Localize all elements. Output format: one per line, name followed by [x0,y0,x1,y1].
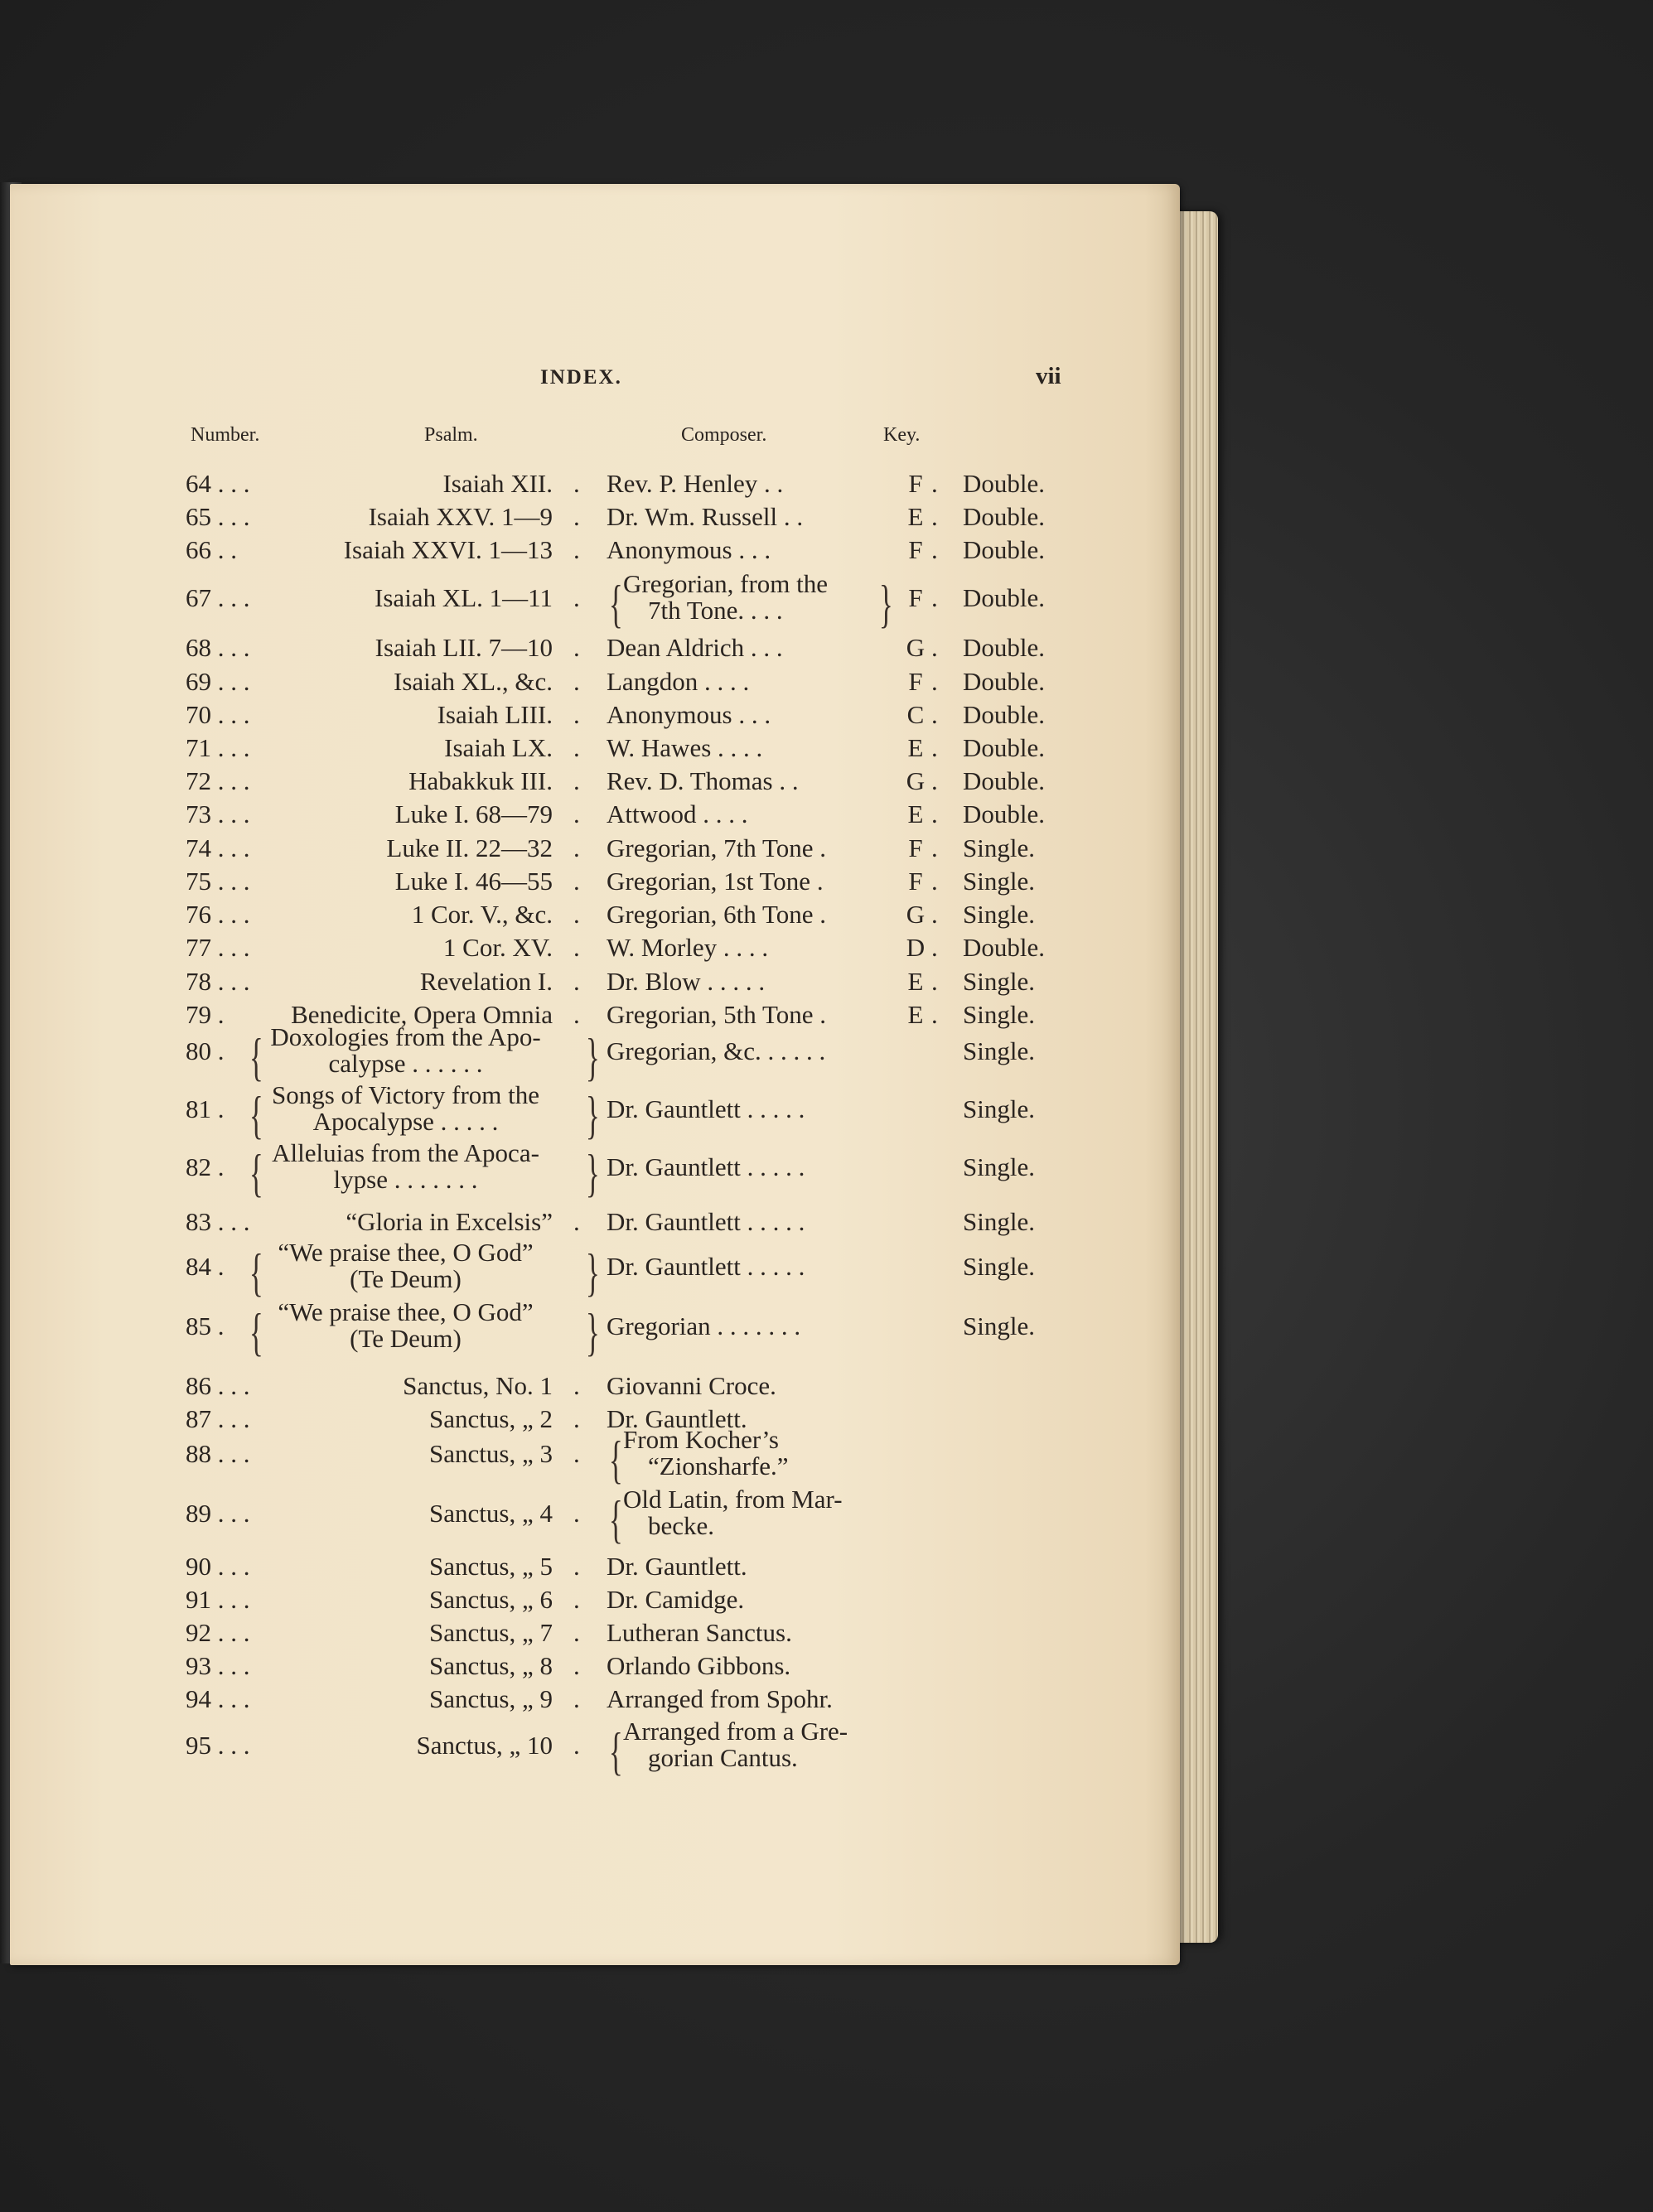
psalm-ref: Isaiah XL. 1—11 [375,583,553,612]
entry-number: 80 . [186,1036,225,1065]
composer: Dr. Wm. Russell . . [607,502,804,531]
chant-type: Double. [963,700,1046,729]
chant-type: Single. [963,967,1035,996]
entry-number: 79 . [186,1000,225,1029]
psalm-ref: “Gloria in Excelsis” [346,1207,553,1236]
composer: Gregorian, 5th Tone . [607,1000,826,1029]
psalm-ref: Sanctus, „ 3 [429,1439,553,1468]
left-brace: { [249,1085,263,1144]
separator-dot: . [931,833,938,862]
separator-dot: . [931,583,938,612]
composer: Dr. Gauntlett. [607,1404,747,1433]
entry-number: 77 . . . [186,933,250,962]
separator-dot: . [931,502,938,531]
psalm-ref: Luke I. 68—79 [394,799,553,828]
right-brace: } [585,1027,600,1086]
psalm-ref: 1 Cor. V., &c. [411,900,553,929]
composer: Anonymous . . . [607,535,771,564]
right-brace: } [585,1143,600,1202]
entry-number: 72 . . . [186,766,250,795]
psalm-ref: Habakkuk III. [408,766,553,795]
psalm-ref: Sanctus, „ 8 [429,1651,553,1680]
separator-dot: . [573,1499,580,1528]
page-number: vii [1036,363,1061,389]
separator-dot: . [573,535,580,564]
psalm-line-2: lypse . . . . . . . [333,1165,478,1194]
psalm-ref: Sanctus, „ 10 [416,1731,553,1760]
left-brace: { [249,1143,263,1202]
separator-dot: . [573,1585,580,1614]
right-brace: } [878,574,893,633]
key-letter: E [907,502,924,531]
separator-dot: . [931,799,938,828]
chant-type: Double. [963,733,1046,762]
key-letter: D [906,933,926,962]
entry-number: 82 . [186,1152,225,1181]
psalm-ref: Benedicite, Opera Omnia [291,1000,553,1029]
composer: W. Hawes . . . . [607,733,763,762]
key-letter: F [908,867,923,896]
entry-number: 94 . . . [186,1684,250,1713]
entry-number: 71 . . . [186,733,250,762]
psalm-ref: Sanctus, „ 6 [429,1585,553,1614]
chant-type: Double. [963,502,1046,531]
chant-type: Single. [963,1252,1035,1281]
entry-number: 95 . . . [186,1731,250,1760]
composer: Giovanni Croce. [607,1371,776,1400]
left-brace: { [249,1302,263,1361]
psalm-ref: 1 Cor. XV. [442,933,553,962]
chant-type: Single. [963,1207,1035,1236]
separator-dot: . [573,667,580,696]
chant-type: Single. [963,1036,1035,1065]
key-letter: F [908,535,923,564]
psalm-ref: Sanctus, „ 5 [429,1552,553,1581]
composer: Gregorian, 1st Tone . [607,867,824,896]
psalm-line-1: Doxologies from the Apo- [270,1022,541,1051]
entry-number: 70 . . . [186,700,250,729]
composer: Dr. Blow . . . . . [607,967,766,996]
key-letter: E [907,733,924,762]
separator-dot: . [573,833,580,862]
entry-number: 87 . . . [186,1404,250,1433]
psalm-line-1: Songs of Victory from the [271,1080,540,1109]
composer-line-2: gorian Cantus. [648,1743,798,1772]
header-number: Number. [191,424,260,446]
composer-line-1: Gregorian, from the [623,569,829,598]
composer: Anonymous . . . [607,700,771,729]
separator-dot: . [573,733,580,762]
composer-line-2: 7th Tone. . . . [648,596,783,625]
separator-dot: . [573,1731,580,1760]
entry-number: 90 . . . [186,1552,250,1581]
psalm-ref: Sanctus, „ 9 [429,1684,553,1713]
running-title: INDEX. [540,366,622,389]
separator-dot: . [573,469,580,498]
separator-dot: . [573,1371,580,1400]
separator-dot: . [573,1618,580,1647]
entry-number: 64 . . . [186,469,250,498]
composer: Gregorian, &c. . . . . . [607,1036,826,1065]
psalm-line-2: (Te Deum) [350,1324,462,1353]
key-letter: G [906,900,926,929]
chant-type: Single. [963,1094,1035,1123]
separator-dot: . [573,867,580,896]
psalm-ref: Isaiah XXVI. 1—13 [343,535,553,564]
separator-dot: . [573,766,580,795]
chant-type: Single. [963,1000,1035,1029]
entry-number: 83 . . . [186,1207,250,1236]
composer: Dr. Gauntlett . . . . . [607,1094,805,1123]
separator-dot: . [931,1000,938,1029]
key-letter: F [908,833,923,862]
psalm-ref: Isaiah XXV. 1—9 [368,502,553,531]
chant-type: Single. [963,1152,1035,1181]
composer: Attwood . . . . [607,799,748,828]
psalm-ref: Sanctus, „ 7 [429,1618,553,1647]
right-brace: } [585,1243,600,1302]
entry-number: 78 . . . [186,967,250,996]
separator-dot: . [573,1684,580,1713]
chant-type: Single. [963,1311,1035,1340]
chant-type: Single. [963,900,1035,929]
psalm-ref: Isaiah LIII. [437,700,553,729]
entry-number: 81 . [186,1094,225,1123]
chant-type: Double. [963,535,1046,564]
key-letter: G [906,633,926,662]
separator-dot: . [573,700,580,729]
entry-number: 68 . . . [186,633,250,662]
composer: Rev. D. Thomas . . [607,766,799,795]
composer: Dean Aldrich . . . [607,633,783,662]
separator-dot: . [573,900,580,929]
chant-type: Single. [963,867,1035,896]
separator-dot: . [573,583,580,612]
chant-type: Double. [963,799,1046,828]
entry-number: 74 . . . [186,833,250,862]
right-brace: } [585,1085,600,1144]
header-key: Key. [883,424,921,446]
separator-dot: . [931,900,938,929]
separator-dot: . [931,469,938,498]
psalm-ref: Sanctus, No. 1 [403,1371,553,1400]
key-letter: E [907,799,924,828]
left-brace: { [608,1430,623,1489]
composer-line-1: From Kocher’s [623,1425,779,1454]
separator-dot: . [573,1404,580,1433]
separator-dot: . [573,633,580,662]
separator-dot: . [573,967,580,996]
chant-type: Double. [963,667,1046,696]
key-letter: E [907,967,924,996]
composer: Dr. Gauntlett. [607,1552,747,1581]
separator-dot: . [931,933,938,962]
composer: Langdon . . . . [607,667,750,696]
chant-type: Double. [963,469,1046,498]
key-letter: F [908,469,923,498]
psalm-ref: Revelation I. [419,967,553,996]
composer-line-2: “Zionsharfe.” [648,1451,789,1480]
composer: Orlando Gibbons. [607,1651,791,1680]
chant-type: Double. [963,766,1046,795]
psalm-ref: Luke I. 46—55 [394,867,553,896]
separator-dot: . [931,667,938,696]
left-brace: { [608,1722,623,1780]
psalm-line-1: Alleluias from the Apoca- [272,1138,539,1167]
psalm-ref: Sanctus, „ 2 [429,1404,553,1433]
psalm-ref: Luke II. 22—32 [386,833,553,862]
chant-type: Double. [963,933,1046,962]
composer-line-1: Arranged from a Gre- [623,1717,848,1746]
psalm-ref: Isaiah LX. [444,733,553,762]
composer: Dr. Gauntlett . . . . . [607,1152,805,1181]
key-letter: G [906,766,926,795]
composer: W. Morley . . . . [607,933,769,962]
entry-number: 66 . . [186,535,237,564]
key-letter: F [908,583,923,612]
psalm-line-2: calypse . . . . . . [328,1049,483,1078]
header-psalm: Psalm. [424,424,478,446]
index-table [10,184,1180,1965]
separator-dot: . [573,1439,580,1468]
psalm-ref: Isaiah LII. 7—10 [375,633,553,662]
separator-dot: . [931,700,938,729]
left-brace: { [608,1490,623,1548]
key-letter: F [908,667,923,696]
separator-dot: . [573,799,580,828]
composer: Gregorian, 6th Tone . [607,900,826,929]
separator-dot: . [573,1552,580,1581]
composer: Gregorian, 7th Tone . [607,833,826,862]
entry-number: 92 . . . [186,1618,250,1647]
psalm-line-2: Apocalypse . . . . . [312,1107,499,1136]
composer: Lutheran Sanctus. [607,1618,792,1647]
entry-number: 69 . . . [186,667,250,696]
chant-type: Single. [963,833,1035,862]
entry-number: 88 . . . [186,1439,250,1468]
psalm-ref: Sanctus, „ 4 [429,1499,553,1528]
entry-number: 93 . . . [186,1651,250,1680]
entry-number: 89 . . . [186,1499,250,1528]
separator-dot: . [573,1000,580,1029]
separator-dot: . [931,733,938,762]
key-letter: E [907,1000,924,1029]
chant-type: Double. [963,633,1046,662]
composer: Dr. Camidge. [607,1585,745,1614]
entry-number: 85 . [186,1311,225,1340]
composer: Arranged from Spohr. [607,1684,833,1713]
entry-number: 65 . . . [186,502,250,531]
psalm-ref: Isaiah XII. [442,469,553,498]
psalm-line-1: “We praise thee, O God” [278,1297,534,1326]
entry-number: 86 . . . [186,1371,250,1400]
composer: Rev. P. Henley . . [607,469,784,498]
psalm-ref: Isaiah XL., &c. [394,667,553,696]
composer: Dr. Gauntlett . . . . . [607,1252,805,1281]
book-page [10,184,1180,1965]
header-composer: Composer. [681,424,767,446]
separator-dot: . [931,967,938,996]
psalm-line-2: (Te Deum) [350,1264,462,1293]
psalm-line-1: “We praise thee, O God” [278,1238,534,1267]
composer: Gregorian . . . . . . . [607,1311,801,1340]
chant-type: Double. [963,583,1046,612]
entry-number: 91 . . . [186,1585,250,1614]
separator-dot: . [573,933,580,962]
composer: Dr. Gauntlett . . . . . [607,1207,805,1236]
composer-line-2: becke. [648,1511,715,1540]
entry-number: 75 . . . [186,867,250,896]
separator-dot: . [931,766,938,795]
entry-number: 67 . . . [186,583,250,612]
entry-number: 84 . [186,1252,225,1281]
composer-line-1: Old Latin, from Mar- [623,1485,843,1514]
separator-dot: . [573,502,580,531]
entry-number: 76 . . . [186,900,250,929]
separator-dot: . [931,633,938,662]
left-brace: { [608,574,623,633]
separator-dot: . [931,535,938,564]
entry-number: 73 . . . [186,799,250,828]
separator-dot: . [931,867,938,896]
left-brace: { [249,1243,263,1302]
separator-dot: . [573,1207,580,1236]
right-brace: } [585,1302,600,1361]
separator-dot: . [573,1651,580,1680]
left-brace: { [249,1027,263,1086]
key-letter: C [906,700,925,729]
